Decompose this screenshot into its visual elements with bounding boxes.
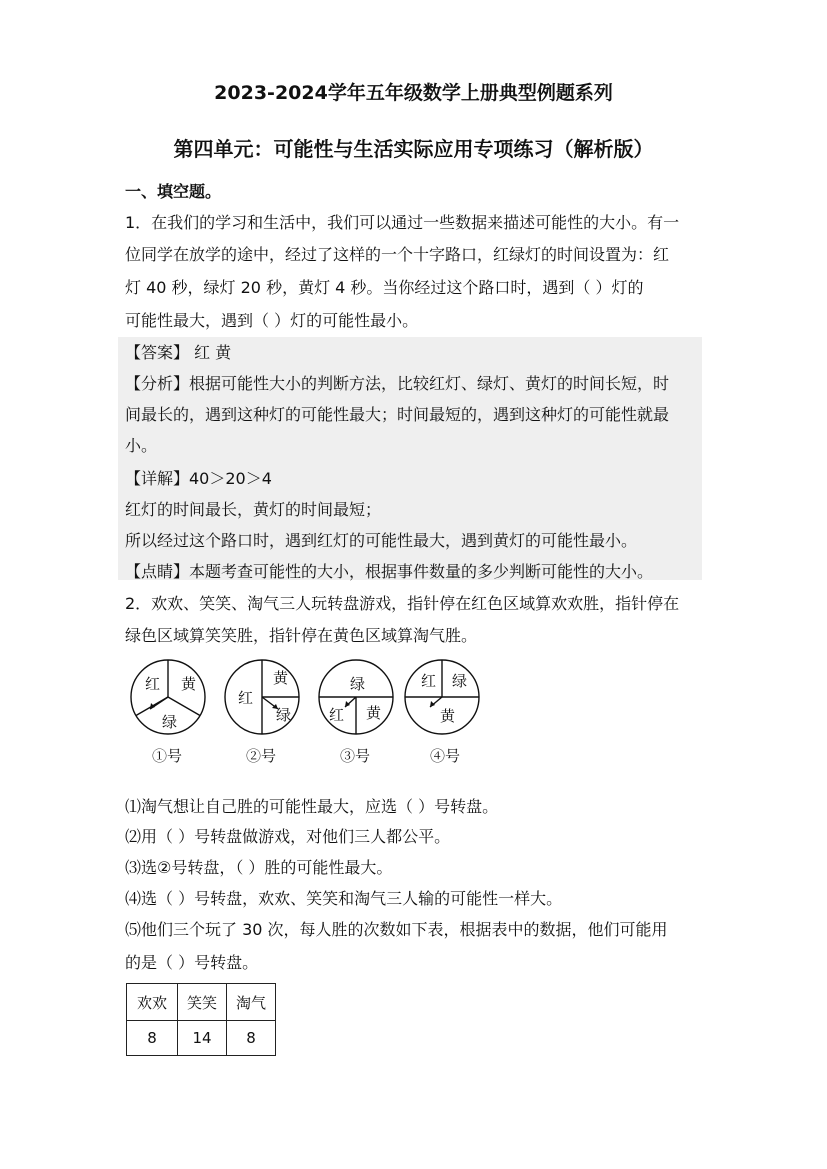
q1-detail: 【详解】40＞20＞4 (125, 469, 272, 488)
table-value-cell: 8 (127, 1021, 178, 1056)
spinner-4-sector-label: 绿 (452, 672, 468, 690)
spinner-1-label: ①号 (152, 747, 183, 765)
wins-table (126, 983, 276, 1056)
table-value-cell: 14 (178, 1021, 227, 1056)
spinner-4-sector-label: 红 (421, 672, 437, 690)
q1-line: 可能性最大，遇到（ ）灯的可能性最小。 (125, 311, 419, 330)
q1-analysis: 【分析】根据可能性大小的判断方法，比较红灯、绿灯、黄灯的时间长短，时 (125, 374, 670, 393)
spinner-1-sector-label: 绿 (162, 713, 178, 731)
spinner-3-label: ③号 (340, 747, 371, 765)
q1-comment: 【点睛】本题考查可能性的大小，根据事件数量的多少判断可能性的大小。 (125, 562, 654, 581)
spinner-2-label: ②号 (246, 747, 277, 765)
page-subtitle: 第四单元：可能性与生活实际应用专项练习（解析版） (173, 137, 654, 161)
q1-line: 1．在我们的学习和生活中，我们可以通过一些数据来描述可能性的大小。有一 (125, 213, 680, 232)
q2-line: 绿色区域算笑笑胜，指针停在黄色区域算淘气胜。 (125, 626, 478, 645)
table-value-cell: 8 (227, 1021, 276, 1056)
table-header-cell: 淘气 (227, 984, 276, 1021)
q1-analysis: 小。 (125, 436, 158, 455)
q2-sub-question: ⑷选（ ）号转盘，欢欢、笑笑和淘气三人输的可能性一样大。 (125, 889, 563, 908)
q2-line: 2．欢欢、笑笑、淘气三人玩转盘游戏，指针停在红色区域算欢欢胜，指针停在 (125, 594, 680, 613)
spinner-2-sector-label: 黄 (273, 669, 289, 687)
q1-detail: 所以经过这个路口时，遇到红灯的可能性最大，遇到黄灯的可能性最小。 (125, 531, 638, 550)
q1-detail: 红灯的时间最长，黄灯的时间最短； (125, 500, 382, 519)
spinner-4-sector-label: 黄 (440, 707, 456, 725)
spinner-3-sector-label: 黄 (366, 704, 382, 722)
table-header-cell: 欢欢 (127, 984, 178, 1021)
spinners-figure (0, 655, 827, 775)
q2-sub-question: ⑸他们三个玩了 30 次，每人胜的次数如下表，根据表中的数据，他们可能用 (125, 920, 668, 939)
spinner-2-sector-label: 红 (238, 689, 254, 707)
spinner-3-sector-label: 红 (329, 706, 345, 724)
q1-analysis: 间最长的，遇到这种灯的可能性最大；时间最短的，遇到这种灯的可能性就最 (125, 405, 670, 424)
q1-line: 位同学在放学的途中，经过了这样的一个十字路口，红绿灯的时间设置为：红 (125, 245, 670, 264)
spinner-2-sector-label: 绿 (276, 706, 292, 724)
q2-sub-question: ⑴淘气想让自己胜的可能性最大，应选（ ）号转盘。 (125, 797, 499, 816)
spinner-1-sector-label: 黄 (181, 675, 197, 693)
table-header-cell: 笑笑 (178, 984, 227, 1021)
q2-sub-question: 的是（ ）号转盘。 (125, 953, 259, 972)
spinner-3-sector-label: 绿 (350, 675, 366, 693)
q2-sub-question: ⑵用（ ）号转盘做游戏，对他们三人都公平。 (125, 827, 451, 846)
section-heading: 一、填空题。 (125, 182, 222, 201)
q1-answer: 【答案】 红 黄 (125, 343, 232, 362)
spinner-1-sector-label: 红 (145, 675, 161, 693)
spinner-4-label: ④号 (430, 747, 461, 765)
q2-sub-question: ⑶选②号转盘，（ ）胜的可能性最大。 (125, 858, 393, 877)
q1-line: 灯 40 秒，绿灯 20 秒，黄灯 4 秒。当你经过这个路口时，遇到（ ）灯的 (125, 278, 644, 297)
page-title: 2023-2024学年五年级数学上册典型例题系列 (214, 82, 613, 104)
